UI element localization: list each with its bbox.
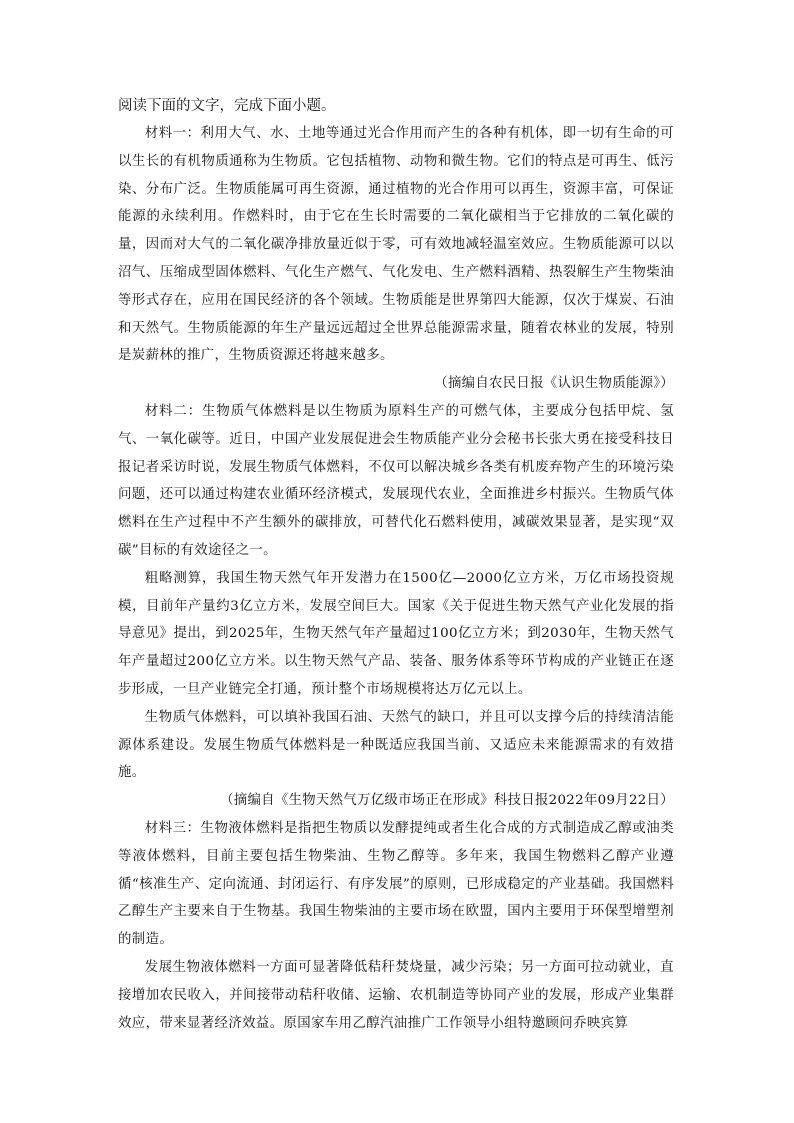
- material-two-source: （摘编自《生物天然气万亿级市场正在形成》科技日报2022年09月22日）: [220, 793, 674, 809]
- material-two-paragraph: 粗略测算，我国生物天然气年开发潜力在1500亿—2000亿立方米，万亿市场投资规模，目前年产量约3亿立方米，发展空间巨大。国家《关于促进生物天然气产业化发展的指导意见》提出，到2025年，生物天然气年产量超过100亿立方米；到2030年，生物天然气年产量超过200亿立方米。以生物天然气产品、装备、服务体系等环节构成的产业链正在逐步形成，一旦产业链完全打通，预计整个市场规模将达万亿元以上。: [118, 570, 674, 697]
- material-three-paragraph: 发展生物液体燃料一方面可显著降低秸秆焚烧量，减少污染；另一方面可拉动就业，直接增加农民收入，并间接带动秸秆收储、运输、农机制造等协同产业的发展，形成产业集群效应，带来显著经济效益。原国家车用乙醇汽油推广工作领导小组特邀顾问乔映宾算: [118, 959, 674, 1031]
- document-body: [118, 95, 674, 1037]
- reading-instruction: 阅读下面的文字，完成下面小题。: [118, 98, 336, 114]
- material-three-paragraph: 材料三：生物液体燃料是指把生物质以发酵提纯或者生化合成的方式制造成乙醇或油类等液体燃料，目前主要包括生物柴油、生物乙醇等。多年来，我国生物燃料乙醇产业遵循“核准生产、定向流通、封闭运行、有序发展”的原则，已形成稳定的产业基础。我国燃料乙醇生产主要来自于生物基。我国生物柴油的主要市场在欧盟，国内主要用于环保型增塑剂的制造。: [118, 820, 674, 948]
- material-three: [118, 815, 674, 1037]
- material-one-paragraph: 材料一：利用大气、水、土地等通过光合作用而产生的各种有机体，即一切有生命的可以生长的有机物质通称为生物质。它包括植物、动物和微生物。它们的特点是可再生、低污染、分布广泛。生物质能属可再生资源，通过植物的光合作用可以再生，资源丰富，可保证能源的永续利用。作燃料时，由于它在生长时需要的二氧化碳相当于它排放的二氧化碳的量，因而对大气的二氧化碳净排放量近似于零，可有效地减轻温室效应。生物质能源可以以沼气、压缩成型固体燃料、气化生产燃气、气化发电、生产燃料酒精、热裂解生产生物柴油等形式存在，应用在国民经济的各个领域。生物质能是世界第四大能源，仅次于煤炭、石油和天然气。生物质能源的年生产量远远超过全世界总能源需求量，随着农林业的发展，特别是炭薪林的推广，生物质资源还将越来越多。: [118, 126, 674, 364]
- material-one: [118, 120, 674, 398]
- material-two: [118, 398, 674, 815]
- material-two-paragraph: 生物质气体燃料，可以填补我国石油、天然气的缺口，并且可以支撑今后的持续清洁能源体系建设。发展生物质气体燃料是一种既适应我国当前、又适应未来能源需求的有效措施。: [118, 709, 674, 781]
- material-one-source: （摘编自农民日报《认识生物质能源》）: [434, 376, 674, 392]
- material-two-paragraph: 材料二：生物质气体燃料是以生物质为原料生产的可燃气体，主要成分包括甲烷、氢气、一氧化碳等。近日，中国产业发展促进会生物质能产业分会秘书长张大勇在接受科技日报记者采访时说，发展生物质气体燃料，不仅可以解决城乡各类有机废弃物产生的环境污染问题，还可以通过构建农业循环经济模式，发展现代农业，全面推进乡村振兴。生物质气体燃料在生产过程中不产生额外的碳排放，可替代化石燃料使用，减碳效果显著，是实现“双碳”目标的有效途径之一。: [118, 403, 674, 558]
